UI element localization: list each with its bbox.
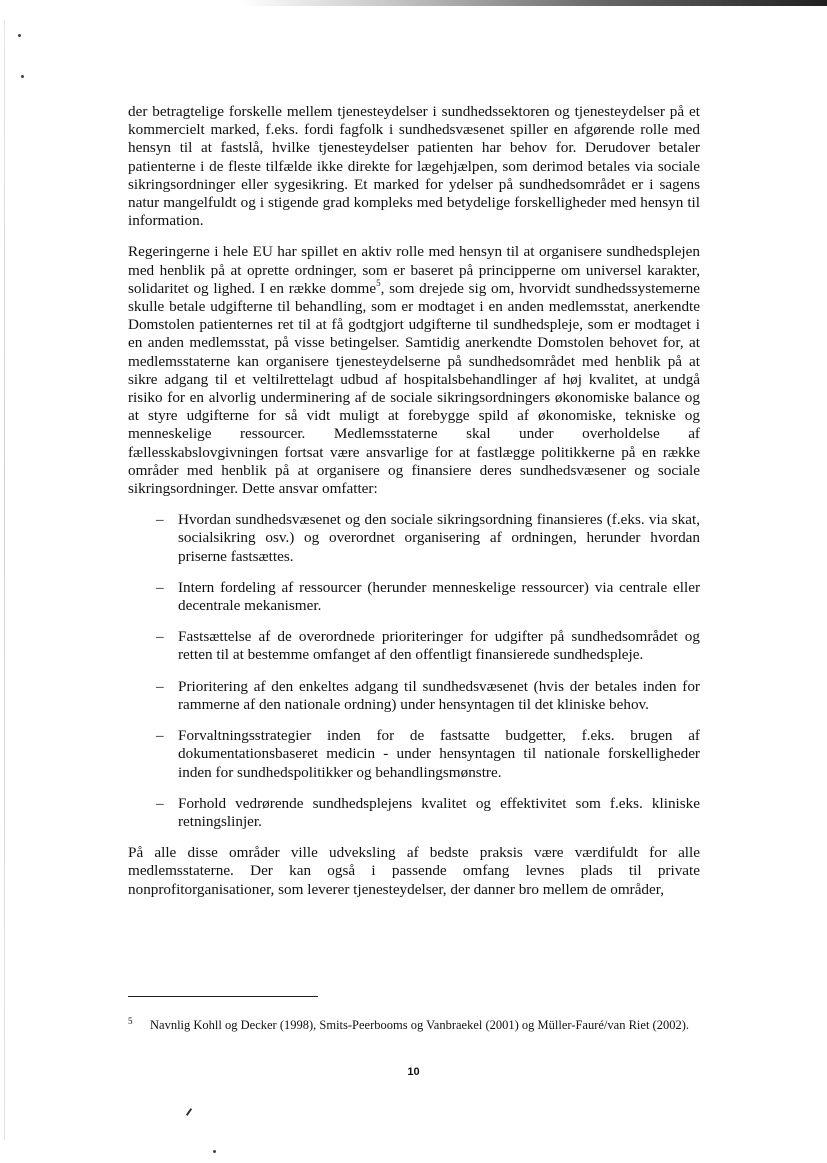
bullet-dash: – bbox=[156, 794, 164, 812]
paragraph-2-text-after: , som drejede sig om, hvorvidt sundhedssystemerne skulle betale udgifterne til behandling, som er modtaget i en anden medlemsstat, anerkendte Domstolen patienternes ret til at få godtgjort udgifterne til sundhedspleje, som er modtaget i en anden medlemsstat, på visse betingelser. Samtidig anerkendte Domstolen behovet for, at medlemsstaterne kan organisere tjenesteydelserne på sundhedsområdet med henblik på at sikre adgang til et veltilrettelagt udbud af hospitalsbehandlinger af høj kvalitet, at undgå risiko for en alvorlig underminering af de sociale sikringsordningers økonomiske balance og at styre udgifterne for så vidt muligt at forebygge spild af økonomiske, tekniske og menneskelige ressourcer. Medlemsstaterne skal under overholdelse af fællesskabslovgivningen fortsat være ansvarlige for at fastlægge politikkerne på en række områder med henblik på at organisere og finansiere deres sundhedsvæsener og sociale sikringsordninger. Dette ansvar omfatter: bbox=[128, 279, 701, 498]
list-item bbox=[128, 678, 700, 714]
bullet-dash: – bbox=[156, 628, 164, 646]
paragraph-2-text-before: Regeringerne i hele EU har spillet en aktiv rolle med hensyn til at organisere sundhedsplejen med henblik på at oprette ordninger, som er baseret på principperne om universel karakter, solidaritet og lighed. I en række domme bbox=[128, 243, 700, 297]
closing-paragraph: På alle disse områder ville udveksling af bedste praksis være værdifuldt for alle medlemsstaterne. Der kan også i passende omfang levnes plads til private nonprofitorganisationer, som leverer tjenesteydelser, der danner bro mellem de områder, bbox=[128, 844, 700, 898]
list-item-text: Forhold vedrørende sundhedsplejens kvalitet og effektivitet som f.eks. kliniske retningslinjer. bbox=[178, 794, 700, 830]
scan-speck bbox=[21, 75, 24, 78]
list-item-text: Forvaltningsstrategier inden for de fastsatte budgetter, f.eks. brugen af dokumentationsbaseret medicin - under hensyntagen til nationale forskelligheder inden for sundhedspolitikker og behandlingsmønstre. bbox=[178, 727, 700, 781]
list-item-text: Prioritering af den enkeltes adgang til sundhedsvæsenet (hvis der betales inden for rammerne af den nationale ordning) under hensyntagen til det kliniske behov. bbox=[178, 677, 700, 713]
footnote-text: Navnlig Kohll og Decker (1998), Smits-Peerbooms og Vanbraekel (2001) og Müller-Fauré/van Riet (2002). bbox=[150, 1018, 689, 1032]
paragraph-1: der betragtelige forskelle mellem tjenesteydelser i sundhedssektoren og tjenesteydelser på et kommercielt marked, f.eks. fordi fagfolk i sundhedsvæsenet spiller en afgørende rolle med hensyn til at fastslå, hvilke tjenesteydelser patienten har behov for. Derudover betaler patienterne i de fleste tilfælde ikke direkte for lægehjælpen, som derimod betales via sociale sikringsordninger eller sygesikring. Et marked for ydelser på sundhedsområdet er i sagens natur mangelfuldt og i stigende grad kompleks med betydelige forskelligheder med hensyn til information. bbox=[128, 103, 700, 230]
list-item bbox=[128, 511, 700, 566]
list-item bbox=[128, 727, 700, 782]
bullet-dash: – bbox=[156, 677, 164, 695]
bullet-dash: – bbox=[156, 727, 164, 745]
responsibility-list bbox=[128, 511, 700, 831]
scan-speck bbox=[18, 34, 21, 37]
list-item bbox=[128, 628, 700, 664]
footnote-separator bbox=[128, 996, 318, 997]
list-item-text: Fastsættelse af de overordnede prioriteringer for udgifter på sundhedsområdet og retten til at bestemme omfanget af den offentligt finansierede sundhedspleje. bbox=[178, 628, 700, 664]
list-item-text: Intern fordeling af ressourcer (herunder menneskelige ressourcer) via centrale eller decentrale mekanismer. bbox=[178, 578, 700, 615]
document-body bbox=[128, 103, 700, 912]
bullet-dash: – bbox=[156, 578, 164, 596]
list-item bbox=[128, 579, 700, 615]
scan-speck bbox=[213, 1150, 216, 1153]
scan-edge-left bbox=[4, 20, 5, 1140]
bullet-dash: – bbox=[156, 511, 164, 529]
list-item-text: Hvordan sundhedsvæsenet og den sociale sikringsordning finansieres (f.eks. via skat, socialsikring osv.) og overordnet organisering af ordningen, herunder hvordan priserne fastsættes. bbox=[178, 511, 700, 565]
list-item bbox=[128, 795, 700, 831]
paragraph-2 bbox=[128, 243, 700, 498]
pen-mark bbox=[186, 1108, 192, 1116]
page-number: 10 bbox=[407, 1066, 420, 1078]
footnote-reference[interactable]: 5 bbox=[376, 277, 381, 288]
scan-edge-top bbox=[240, 0, 827, 6]
footnote bbox=[128, 1018, 700, 1034]
footnote-mark: 5 bbox=[128, 1016, 133, 1026]
